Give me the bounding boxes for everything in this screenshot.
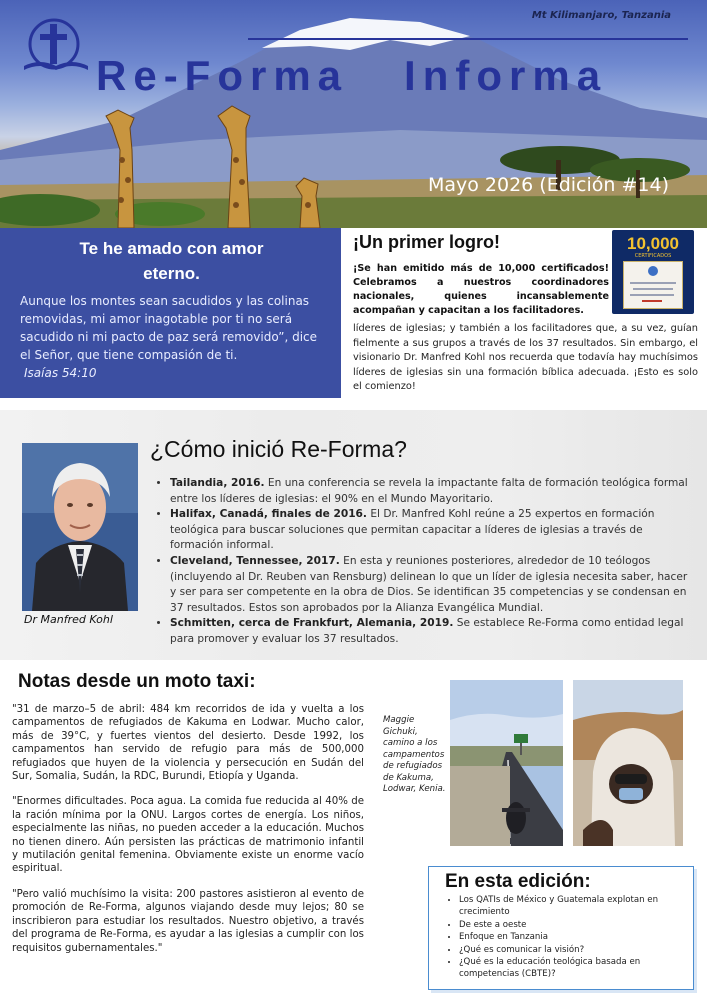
achievement-title: ¡Un primer logro!	[353, 232, 500, 252]
verse-reference: Isaías 54:10	[24, 366, 97, 380]
contents-list	[443, 894, 683, 981]
timeline-item	[170, 616, 692, 647]
timeline-item	[170, 476, 692, 507]
photo-caption-maggie: Maggie Gichuki, camino a los campamentos de refugiados de Kakuma, Lodwar, Kenia.	[383, 715, 446, 794]
timeline-item	[170, 507, 692, 554]
reforma-logo-icon	[18, 14, 98, 82]
notes-title: Notas desde un moto taxi:	[18, 671, 256, 692]
verse-box	[0, 228, 341, 398]
maggie-gichuki-photo	[573, 680, 683, 846]
certificate-line	[642, 300, 662, 302]
road-photo	[450, 680, 563, 846]
contents-item[interactable]: • ¿Qué es la educación teológica basada en competencias (CBTE)?	[459, 956, 683, 981]
certificate-line	[630, 294, 674, 296]
history-title: ¿Cómo inició Re-Forma?	[150, 436, 407, 462]
achievement-lead: ¡Se han emitido más de 10,000 certificados! Celebramos a nuestros coordinadores nacionales, quienes incansablemente acompañan y capacitan a los facilitadores.	[353, 263, 609, 316]
certificate-badge-image	[612, 230, 694, 314]
verse-text: Aunque los montes sean sacudidos y las colinas removidas, mi amor inagotable por ti no será sacudido ni mi pacto de paz será removido”, dice el Señor, que tiene compasión de ti.	[20, 294, 318, 362]
certificate-seal-icon	[648, 266, 658, 276]
timeline-item-lead: Tailandia, 2016.	[170, 477, 265, 489]
verse-title: Te he amado con amor eterno.	[79, 239, 264, 283]
timeline-item-lead: Schmitten, cerca de Frankfurt, Alemania, 2019.	[170, 617, 454, 630]
notes-body	[12, 703, 364, 967]
notes-paragraph: "31 de marzo–5 de abril: 484 km recorridos de ida y vuelta a los campamentos de refugiados de Kakuma en Lodwar. Mucho calor, más de 39°C, y fuertes vientos del desierto. Desde 1992, los campamentos han servido de refugio para más de 500,000 refugiados que huyen de la violencia y persecución en Sudán del Sur, Somalia, Sudán, la RDC, Burundi, Etiopía y Uganda.	[12, 704, 364, 783]
timeline-item-lead: Cleveland, Tennessee, 2017.	[170, 554, 340, 567]
badge-number: 10,000	[627, 234, 679, 253]
contents-item[interactable]: • Los QATIs de México y Guatemala explotan en crecimiento	[459, 894, 683, 919]
timeline-item-lead: Halifax, Canadá, finales de 2016.	[170, 508, 367, 521]
notes-paragraph: "Pero valió muchísimo la visita: 200 pastores asistieron al evento de promoción de Re-Forma, algunos viajando desde muy lejos; 80 se inscribieron para estudiar los resultados. Nuestro objetivo, a través del programa de Re-Forma, es ayudar a las iglesias a cumplir con los requisitos gubernamentales."	[12, 888, 364, 954]
contents-item[interactable]: • ¿Qué es comunicar la visión?	[459, 944, 683, 956]
contents-box	[428, 866, 694, 990]
photo-location: Mt Kilimanjaro, Tanzania	[531, 10, 671, 21]
timeline-item-text: El Dr. Manfred Kohl reúne a 25 expertos en formación teológica para buscar soluciones que permitan capacitar a líderes de iglesias a través de formación informal.	[170, 508, 655, 552]
portrait-illustration	[22, 443, 138, 611]
timeline-item-text: Se establece Re-Forma como entidad legal para promover y evaluar los 37 resultados.	[170, 617, 684, 645]
certificate-line	[633, 288, 673, 290]
certificate-line	[630, 282, 676, 284]
notes-paragraph: "Enormes dificultades. Poca agua. La comida fue reducida al 40% de la ración mínima por la ONU. Largos cortes de energía. Los niños, especialmente las niñas, no pueden acceder a la educación. Muchos no tienen dinero. Aún persisten las prácticas de matrimonio infantil y mutilación genital femenina. Obviamente existe un enorme vacío espiritual.	[12, 796, 364, 875]
portrait-illustration	[573, 680, 683, 846]
history-timeline	[170, 476, 692, 648]
road-illustration	[450, 680, 563, 846]
edition-label: Mayo 2026 (Edición #14)	[427, 174, 669, 196]
contents-title: En esta edición:	[445, 871, 591, 892]
contents-item[interactable]: • De este a oeste	[459, 919, 683, 931]
timeline-item	[170, 554, 692, 616]
contents-item[interactable]: • Enfoque en Tanzania	[459, 931, 683, 943]
hero-banner	[0, 0, 707, 228]
title-rule	[248, 38, 688, 40]
timeline-item-text: En esta y reuniones posteriores, alrededor de 10 teólogos (incluyendo al Dr. Reuben van Rensburg) delinean lo que un líder de iglesia necesita saber, hacer y ser para ser competente en la obra de Dios. Se identifican 35 competencias y se condensan en 37 resultados. Estos son aprobados por la Alianza Evangélica Mundial.	[170, 554, 688, 614]
achievement-body: líderes de iglesias; y también a los facilitadores que, a su vez, guían fielmente a sus grupos a través de los 37 resultados. Sin embargo, el visionario Dr. Manfred Kohl nos recuerda que todavía hay muchísimos líderes de iglesias sin una formación bíblica adecuada. ¡Esto es solo el comienzo!	[353, 323, 698, 393]
timeline-item-text: En una conferencia se revela la impactante falta de formación teológica formal entre los líderes de iglesias: el 90% en el Mundo Mayoritario.	[170, 477, 688, 505]
manfred-kohl-photo	[22, 443, 138, 611]
badge-subtitle: CERTIFICADOS	[634, 253, 672, 259]
newsletter-title: Re-Forma Informa	[96, 52, 608, 99]
photo-caption: Dr Manfred Kohl	[24, 613, 113, 626]
